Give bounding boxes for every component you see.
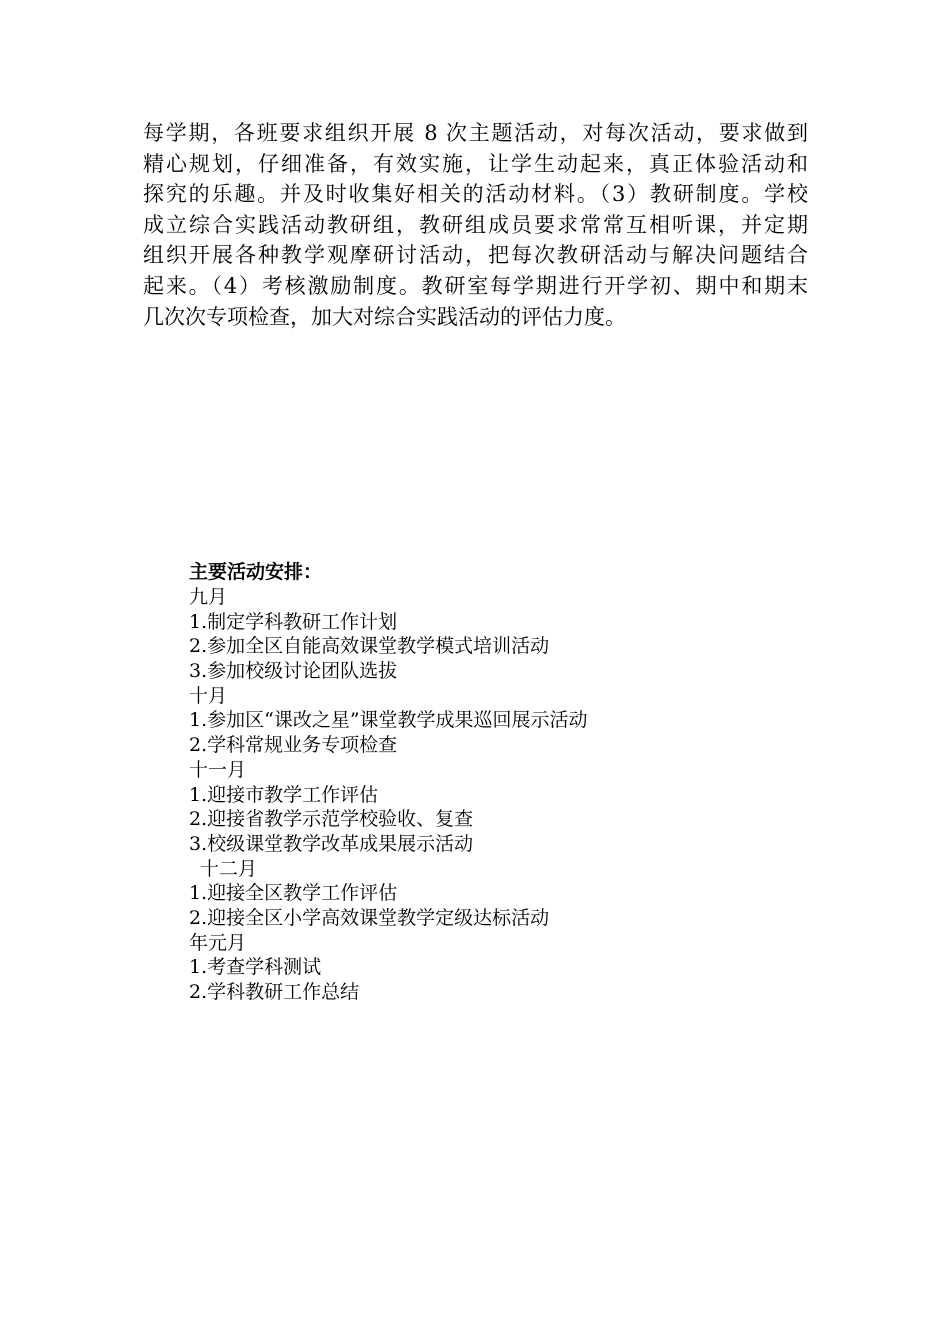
month-heading-december: 十二月 <box>200 857 258 880</box>
activity-schedule <box>189 560 749 1005</box>
month-heading-october: 十月 <box>189 684 228 707</box>
schedule-item: 1.制定学科教研工作计划 <box>189 610 398 633</box>
schedule-title: 主要活动安排： <box>189 561 323 583</box>
schedule-item: 1.迎接市教学工作评估 <box>189 783 379 806</box>
month-heading-november: 十一月 <box>189 758 247 781</box>
paragraph-line: 成立综合实践活动教研组，教研组成员要求常常互相听课，并定期 <box>143 212 808 237</box>
schedule-item: 3.参加校级讨论团队选拔 <box>189 660 398 683</box>
paragraph-line: 起来。（4）考核激励制度。教研室每学期进行开学初、期中和期末 <box>143 273 808 298</box>
schedule-item: 1.迎接全区教学工作评估 <box>189 882 398 905</box>
schedule-item: 1.参加区“课改之星”课堂教学成果巡回展示活动 <box>189 709 588 732</box>
body-paragraph <box>143 118 808 332</box>
month-heading-september: 九月 <box>189 586 228 608</box>
schedule-item: 2.迎接省教学示范学校验收、复查 <box>189 808 474 831</box>
paragraph-line: 精心规划，仔细准备，有效实施，让学生动起来，真正体验活动和 <box>143 151 808 176</box>
paragraph-line: 每学期，各班要求组织开展 8 次主题活动，对每次活动，要求做到 <box>143 121 808 145</box>
schedule-item: 2.学科常规业务专项检查 <box>189 734 398 757</box>
month-heading-january: 年元月 <box>189 931 247 954</box>
paragraph-line: 探究的乐趣。并及时收集好相关的活动材料。（3）教研制度。学校 <box>143 182 808 207</box>
schedule-item: 2.参加全区自能高效课堂教学模式培训活动 <box>189 635 550 658</box>
schedule-item: 3.校级课堂教学改革成果展示活动 <box>189 832 474 855</box>
schedule-item: 2.迎接全区小学高效课堂教学定级达标活动 <box>189 906 550 929</box>
paragraph-line: 几次次专项检查，加大对综合实践活动的评估力度。 <box>143 304 626 329</box>
schedule-item: 1.考查学科测试 <box>189 956 322 979</box>
paragraph-line: 组织开展各种教学观摩研讨活动，把每次教研活动与解决问题结合 <box>143 243 808 268</box>
schedule-item: 2.学科教研工作总结 <box>189 981 360 1003</box>
